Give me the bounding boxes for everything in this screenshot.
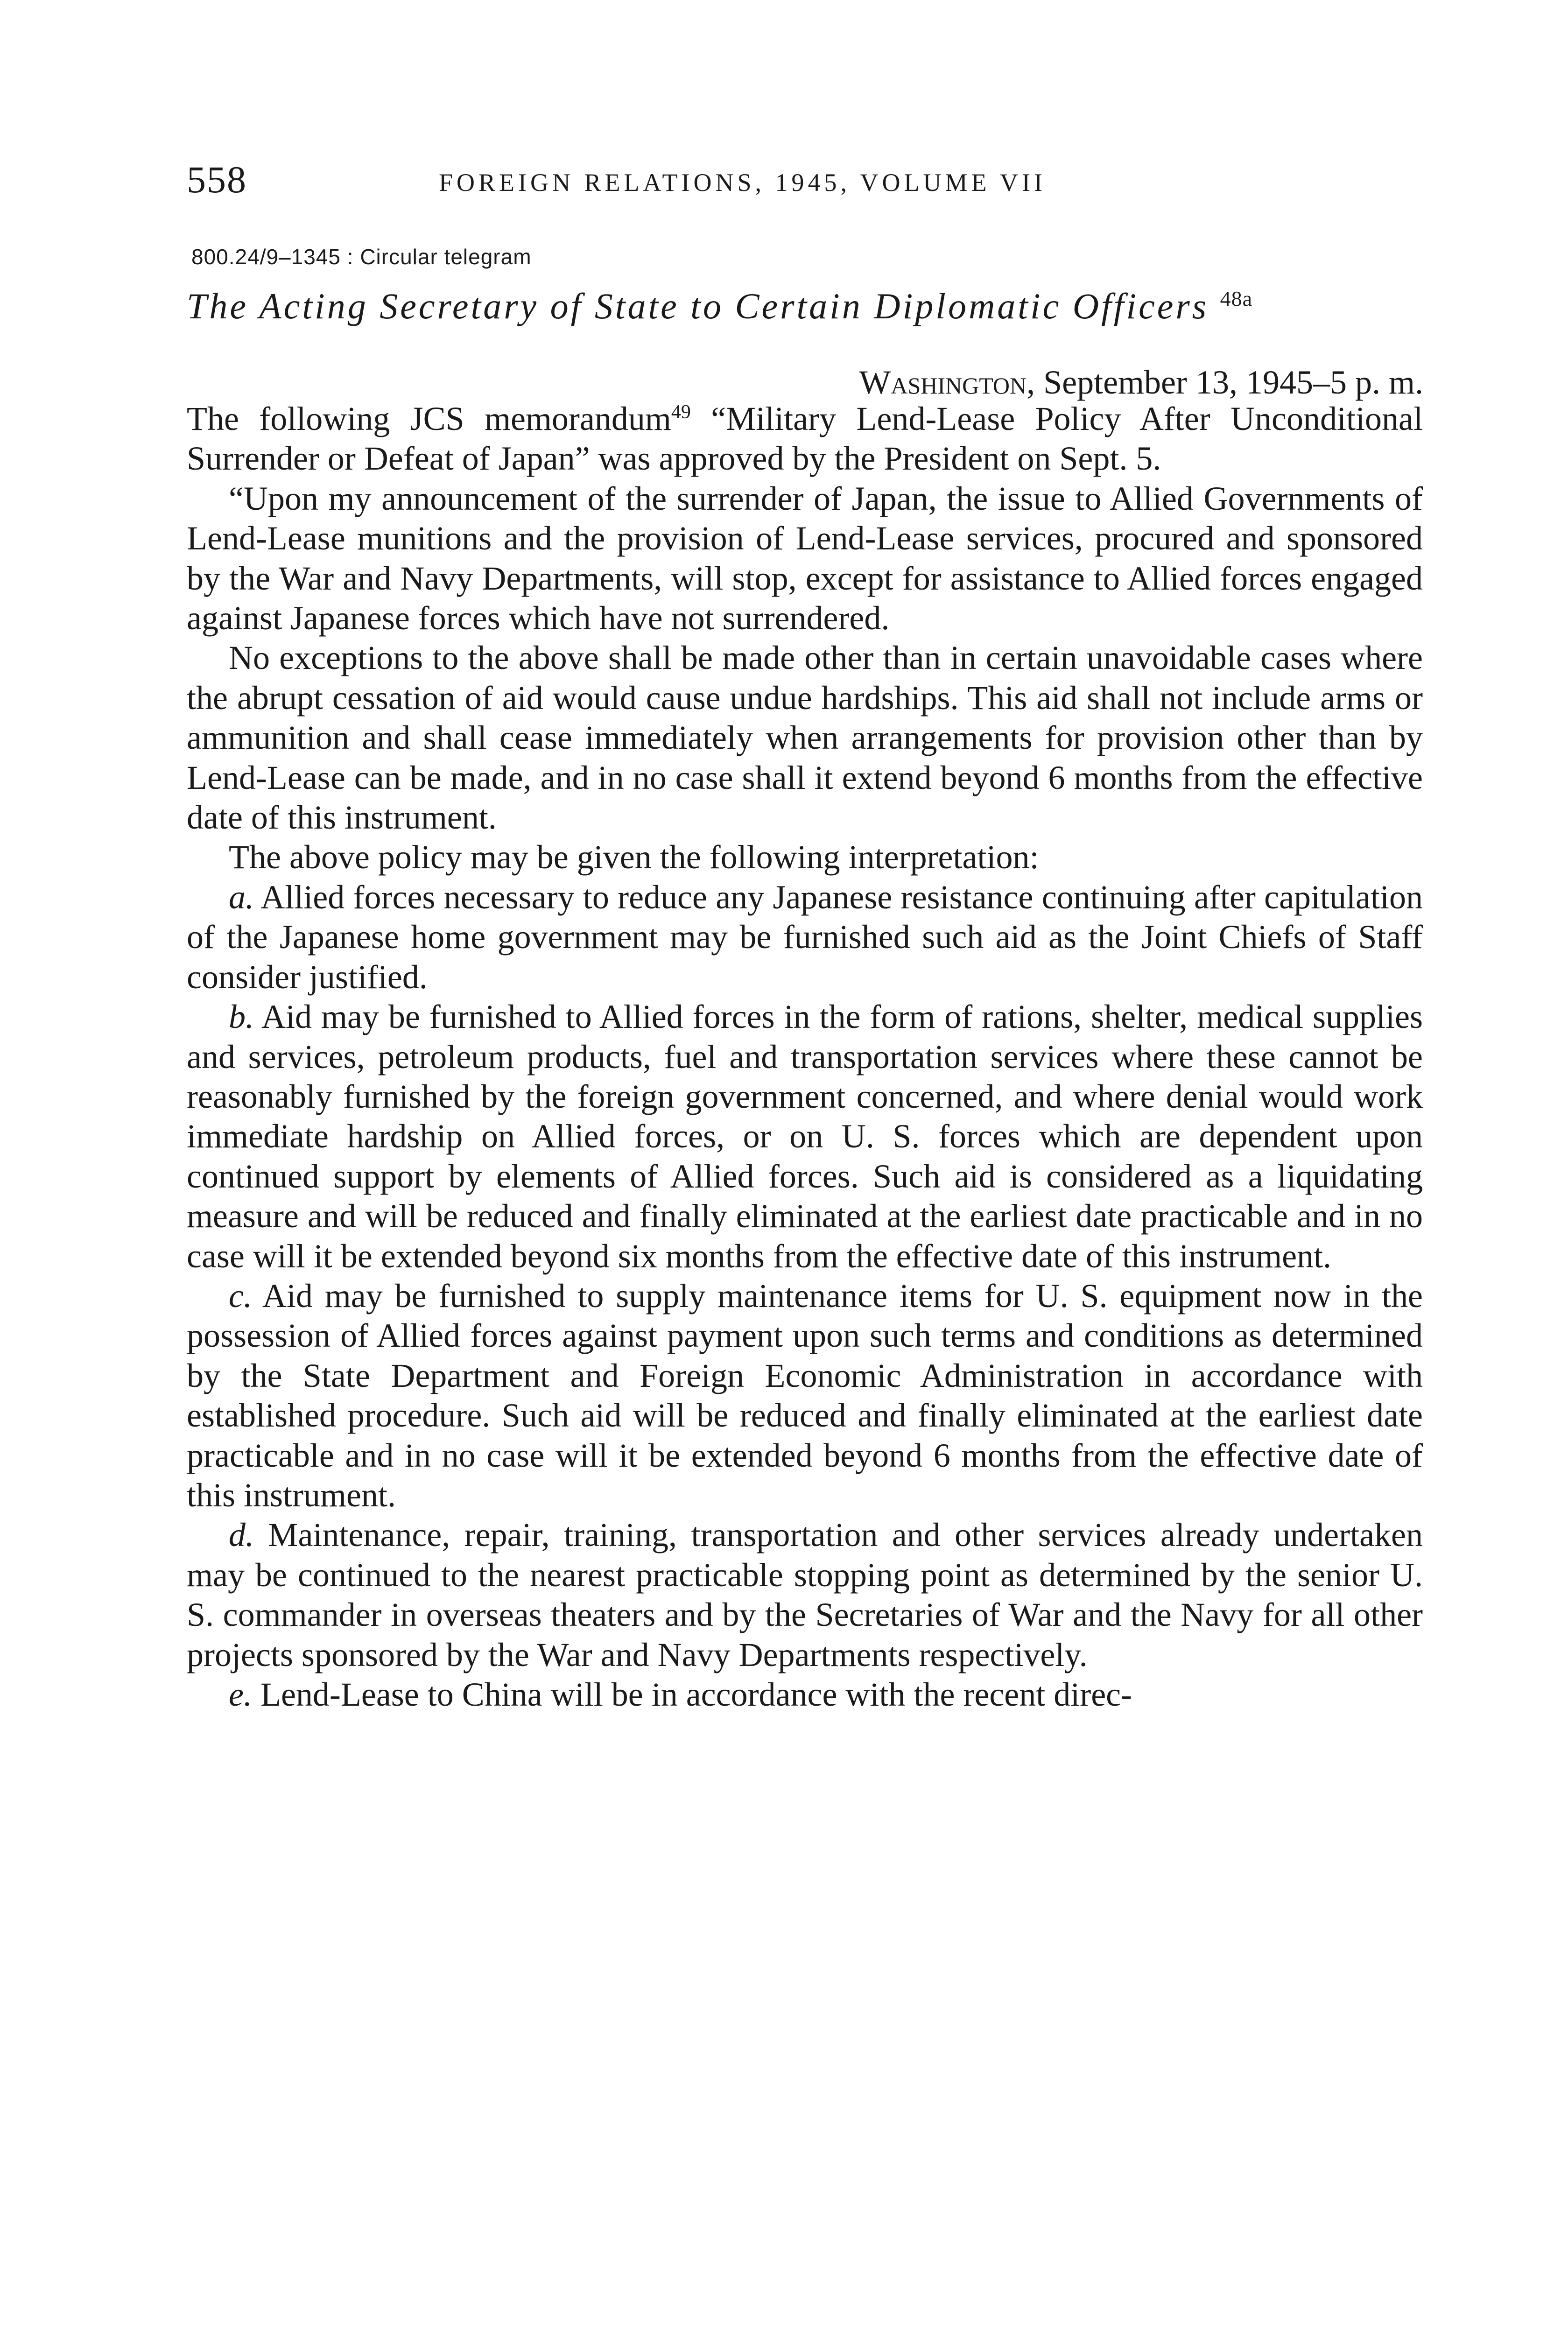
item-d (187, 1515, 1423, 1675)
item-c (187, 1276, 1423, 1515)
dateline-city: Washington, (859, 364, 1035, 401)
intro-text-end: “Military Lend-Lease Policy After Unconditional Surrender or Defeat of Japan” was approved by the President on Sept. 5. (187, 400, 1423, 478)
item-e (187, 1675, 1423, 1715)
paragraph-3: The above policy may be given the following interpretation: (229, 838, 1039, 876)
intro-paragraph (187, 399, 1423, 479)
item-e-text: Lend-Lease to China will be in accordance with the recent direc- (252, 1676, 1132, 1713)
item-b-label: b. (229, 998, 254, 1036)
document-title-text: The Acting Secretary of State to Certain Diplomatic Officers (187, 286, 1209, 326)
item-b (187, 997, 1423, 1276)
item-e-label: e. (229, 1676, 252, 1713)
item-a-text: Allied forces necessary to reduce any Japanese resistance continuing after capitulation of the Japanese home government may be furnished such aid as the Joint Chiefs of Staff consider justified. (187, 878, 1423, 996)
intro-text-start: The following JCS memorandum (187, 400, 671, 437)
item-a-label: a. (229, 878, 254, 916)
document-body (187, 399, 1423, 1715)
page-number: 558 (187, 158, 247, 201)
item-c-label: c. (229, 1277, 252, 1315)
page-header (187, 154, 1428, 205)
title-footnote-ref[interactable]: 48a (1220, 287, 1252, 310)
running-title: FOREIGN RELATIONS, 1945, VOLUME VII (439, 169, 1046, 197)
document-title (187, 275, 1252, 330)
paragraph-2: No exceptions to the above shall be made other than in certain unavoidable cases where the abrupt cessation of aid would cause undue hardships. This aid shall not include arms or ammunition and shall cease immediately when arrangements for provision other than by Lend-Lease can be made, and in no case shall it extend beyond 6 months from the effective date of this instrument. (187, 639, 1423, 837)
file-number: 800.24/9–1345 : Circular telegram (191, 245, 532, 269)
item-a (187, 878, 1423, 997)
item-c-text: Aid may be furnished to supply maintenance items for U. S. equipment now in the possession of Allied forces against payment upon such terms and conditions as determined by the State Department and Foreign Economic Administration in accordance with established procedure. Such aid will be reduced and finally eliminated at the earliest date practicable and in no case will it be extended beyond 6 months from the effective date of this instrument. (187, 1277, 1423, 1514)
item-d-label: d. (229, 1516, 254, 1554)
memorandum-footnote-ref[interactable]: 49 (671, 401, 691, 423)
item-b-text: Aid may be furnished to Allied forces in the form of rations, shelter, medical supplies and services, petroleum products, fuel and transportation services where these cannot be reasonably furnished by the foreign government concerned, and where denial would work immediate hardship on Allied forces, or on U. S. forces which are dependent upon continued support by elements of Allied forces. Such aid is considered as a liquidating measure and will be reduced and finally eliminated at the earliest date practicable and in no case will it be extended beyond six months from the effective date of this instrument. (187, 998, 1423, 1275)
dateline-date: September 13, 1945–5 p. m. (1035, 364, 1423, 401)
paragraph-1: “Upon my announcement of the surrender of Japan, the issue to Allied Governments of Lend-Lease munitions and the provision of Lend-Lease services, procured and sponsored by the War and Navy Departments, will stop, except for assistance to Allied forces engaged against Japanese forces which have not surrendered. (187, 479, 1423, 637)
item-d-text: Maintenance, repair, training, transportation and other services already undertaken may be continued to the nearest practicable stopping point as determined by the senior U. S. commander in overseas theaters and by the Secretaries of War and the Navy for all other projects sponsored by the War and Navy Departments respectively. (187, 1516, 1423, 1673)
dateline (859, 362, 1423, 403)
